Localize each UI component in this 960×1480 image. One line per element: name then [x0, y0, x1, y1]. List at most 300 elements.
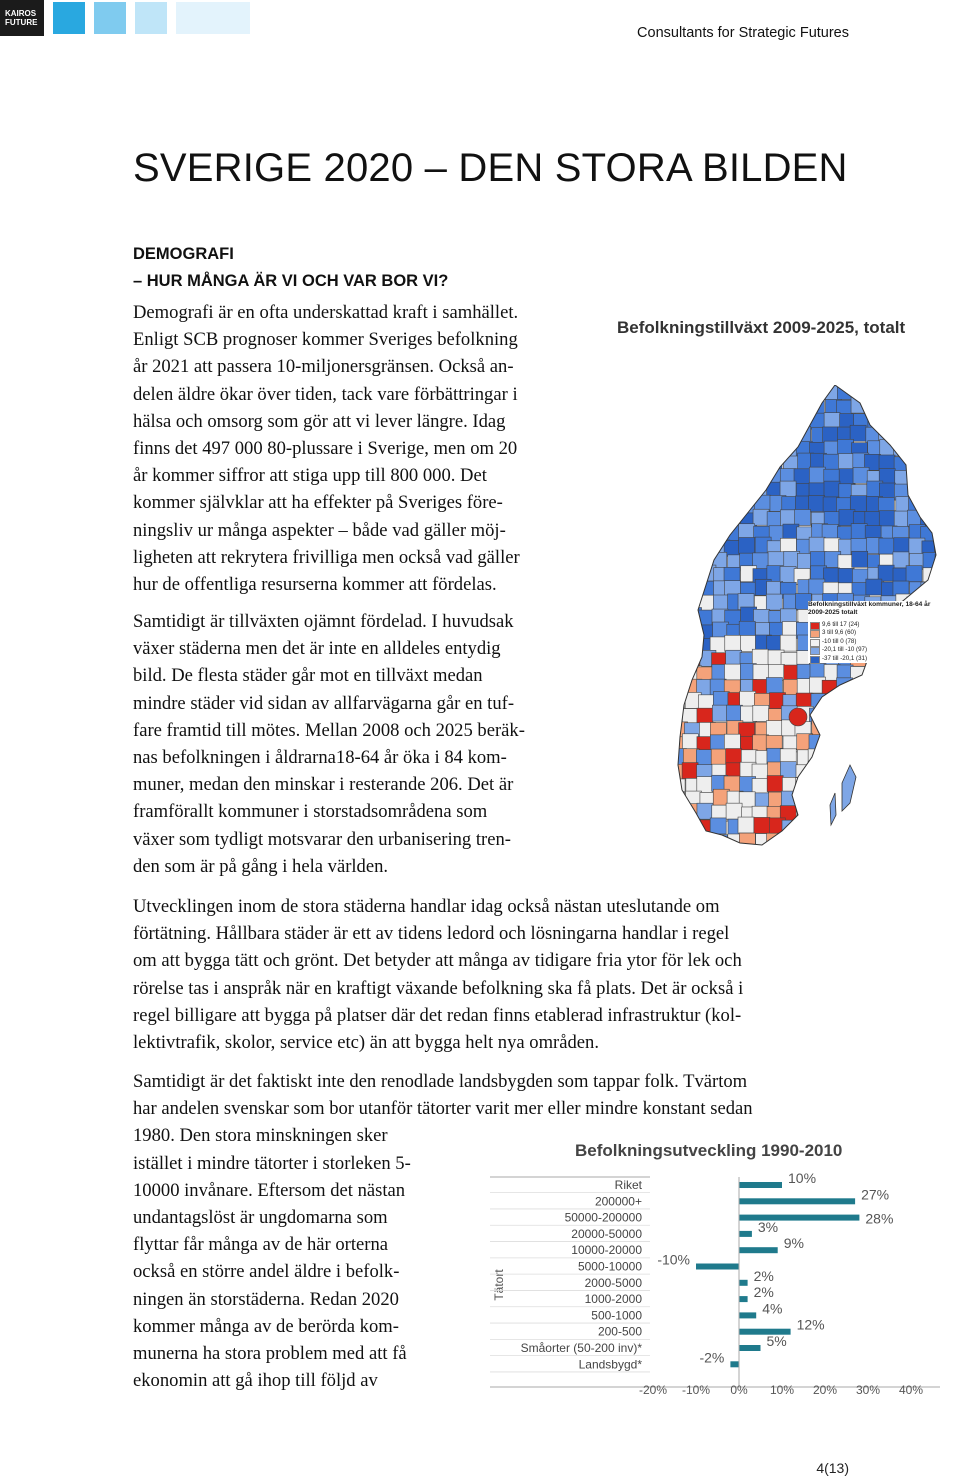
map-municipality: [949, 485, 960, 501]
map-municipality: [739, 455, 755, 471]
logo-line-2: FUTURE: [5, 18, 38, 27]
text-line: nas befolkningen i åldrarna18-64 år öka i 84 kom-: [133, 747, 507, 769]
map-municipality: [951, 791, 960, 807]
map-municipality: [850, 496, 866, 512]
map-municipality: [952, 678, 960, 694]
map-municipality: [937, 386, 953, 402]
map-municipality: [920, 510, 936, 526]
map-municipality: [895, 849, 911, 855]
map-municipality: [682, 734, 698, 750]
map-municipality: [727, 467, 743, 483]
map-municipality: [909, 496, 925, 512]
map-municipality: [836, 692, 852, 708]
map-municipality: [739, 415, 755, 431]
map-municipality: [712, 705, 728, 721]
map-municipality: [685, 580, 701, 596]
map-municipality: [951, 553, 960, 569]
map-municipality: [700, 385, 716, 401]
map-municipality: [852, 551, 868, 567]
map-municipality: [754, 495, 770, 511]
map-municipality: [894, 694, 910, 710]
map-municipality: [935, 428, 951, 444]
text-line: muner, medan den minskar i resterande 206. Det är: [133, 774, 514, 796]
map-municipality: [906, 692, 922, 708]
map-municipality: [879, 538, 895, 554]
category-label: Småorter (50-200 inv)*: [520, 1341, 642, 1355]
map-municipality: [823, 427, 839, 443]
map-municipality: [755, 440, 771, 456]
map-municipality: [671, 569, 687, 585]
text-line: fare framtid till mötes. Mellan 2008 och 2025 beräk-: [133, 719, 525, 741]
map-municipality: [949, 708, 960, 724]
map-municipality: [697, 777, 713, 793]
map-municipality: [909, 428, 925, 444]
map-hotspot: [789, 708, 807, 726]
map-municipality: [685, 511, 701, 527]
map-municipality: [878, 565, 894, 581]
map-municipality: [920, 680, 936, 696]
map-municipality: [893, 440, 909, 456]
map-municipality: [726, 705, 742, 721]
map-municipality: [712, 469, 728, 485]
text-line: Utvecklingen inom de stora städerna handlar idag också nästan uteslutande om: [133, 896, 720, 917]
bar: [739, 1231, 752, 1237]
map-municipality: [838, 832, 854, 848]
map-municipality: [809, 385, 825, 400]
map-municipality: [810, 552, 826, 568]
map-municipality: [808, 761, 824, 777]
text-line: 10000 invånare. Eftersom det nästan: [133, 1179, 406, 1201]
map-municipality: [697, 496, 713, 512]
map-municipality: [909, 723, 925, 739]
map-municipality: [685, 566, 701, 582]
header-square-2: [94, 2, 126, 34]
map-municipality: [907, 385, 923, 400]
map-municipality: [950, 733, 960, 749]
category-label: 200000+: [594, 1194, 642, 1209]
map-municipality: [726, 749, 742, 765]
map-municipality: [782, 834, 798, 850]
map-municipality: [671, 623, 687, 639]
map-municipality: [685, 499, 701, 515]
map-municipality: [697, 803, 713, 819]
map-municipality: [908, 665, 924, 681]
map-municipality: [822, 776, 838, 792]
map-municipality: [824, 413, 840, 429]
map-municipality: [935, 833, 951, 849]
text-line: kommer många av de berörda kom-: [133, 1315, 399, 1337]
map-municipality: [934, 495, 950, 511]
text-line: också en större andel äldre i befolk-: [133, 1261, 400, 1283]
map-municipality: [881, 817, 897, 833]
map-municipality: [951, 750, 960, 766]
legend-item: [808, 638, 958, 646]
map-municipality: [839, 510, 855, 526]
text-line: ningsliv ur många aspekter – både vad gäller möj-: [133, 519, 506, 541]
map-municipality: [924, 705, 940, 721]
map-municipality: [893, 397, 909, 413]
map-municipality: [686, 639, 702, 655]
map-municipality: [795, 832, 811, 848]
bar: [739, 1280, 748, 1286]
map-municipality: [922, 722, 938, 738]
text-line: rörelse tas i anspråk när en kraftigt växande befolkning ska få plats. Det är också i: [133, 977, 744, 999]
map-municipality: [823, 568, 839, 584]
map-municipality: [923, 482, 939, 498]
map-municipality: [840, 737, 856, 753]
category-group-label: Tätort: [492, 1269, 506, 1301]
text-line: förtätning. Hållbara städer är ett av tidens ledord och lösningarna handlar i regel: [133, 923, 730, 945]
map-municipality: [921, 763, 937, 779]
map-municipality: [879, 776, 895, 792]
section-heading: DEMOGRAFI: [133, 245, 234, 263]
map-municipality: [670, 482, 686, 498]
map-municipality: [937, 579, 953, 595]
map-municipality: [923, 552, 939, 568]
map-municipality: [938, 764, 954, 780]
map-municipality: [798, 818, 814, 834]
text-line: undantagslöst är ungdomarna som: [133, 1207, 388, 1229]
map-municipality: [937, 719, 953, 735]
map-municipality: [724, 664, 740, 680]
map-municipality: [895, 666, 911, 682]
map-municipality: [879, 511, 895, 527]
bar: [739, 1296, 748, 1302]
text-line: den som är på gång i hela världen.: [133, 855, 389, 877]
data-label: 27%: [861, 1186, 890, 1203]
map-municipality: [713, 400, 729, 416]
map-municipality: [671, 512, 687, 528]
map-municipality: [752, 846, 768, 855]
text-line: växer som tydligt motsvarar den urbanisering tren-: [133, 828, 511, 850]
map-municipality: [766, 678, 782, 694]
map-municipality: [949, 778, 960, 794]
map-municipality: [795, 791, 811, 807]
map-municipality: [951, 833, 960, 849]
map-municipality: [824, 708, 840, 724]
map-municipality: [865, 735, 881, 751]
data-label: 28%: [865, 1210, 894, 1227]
map-municipality: [710, 735, 726, 751]
legend-swatch: [810, 656, 820, 664]
map-municipality: [824, 849, 840, 855]
map-municipality: [780, 481, 796, 497]
map-municipality: [938, 847, 954, 855]
map-municipality: [697, 485, 713, 501]
map-municipality: [906, 835, 922, 851]
bar: [696, 1264, 739, 1270]
map-municipality: [753, 398, 769, 414]
map-municipality: [670, 608, 684, 624]
map-municipality: [738, 817, 754, 833]
data-label: 2%: [753, 1267, 774, 1284]
map-municipality: [686, 483, 702, 499]
map-municipality: [782, 387, 798, 403]
map-municipality: [850, 425, 866, 441]
map-municipality: [924, 791, 940, 807]
map-municipality: [672, 441, 688, 457]
map-municipality: [880, 789, 896, 805]
map-municipality: [893, 806, 909, 822]
text-line: finns det 497 000 80-plussare i Sverige, men om 20: [133, 438, 518, 460]
text-line: flyttar får många av de här orterna: [133, 1234, 389, 1256]
x-tick-label: 40%: [898, 1383, 924, 1397]
map-municipality: [697, 833, 713, 849]
map-municipality: [812, 846, 828, 855]
map-municipality: [671, 594, 687, 610]
text-line: delen äldre ökar över tiden, tack vare förbättringar i: [133, 383, 518, 405]
map-municipality: [934, 540, 950, 556]
map-municipality: [727, 481, 743, 497]
x-tick-label: -10%: [681, 1383, 711, 1397]
map-municipality: [937, 750, 953, 766]
map-municipality: [809, 579, 825, 595]
category-label: 500-1000: [591, 1308, 642, 1323]
category-label: 50000-200000: [564, 1210, 642, 1225]
map-municipality: [851, 680, 867, 696]
data-label: 10%: [788, 1170, 817, 1186]
map-municipality: [741, 399, 757, 415]
map-municipality: [880, 385, 896, 400]
map-municipality: [909, 761, 925, 777]
map-municipality: [697, 470, 713, 486]
map-municipality: [951, 568, 960, 584]
map-municipality: [712, 413, 728, 429]
map-municipality: [825, 832, 841, 848]
map-municipality: [879, 694, 895, 710]
map-municipality: [949, 385, 960, 401]
map-municipality: [949, 456, 960, 472]
map-municipality: [854, 820, 870, 836]
map-municipality: [683, 524, 699, 540]
map-municipality: [670, 385, 686, 399]
map-municipality: [812, 719, 828, 735]
map-municipality: [867, 847, 883, 855]
map-municipality: [769, 426, 785, 442]
map-municipality: [852, 847, 868, 855]
map-municipality: [892, 707, 908, 723]
legend-label: 9,6 till 17 (24): [822, 621, 860, 628]
map-municipality: [906, 399, 922, 415]
map-municipality: [951, 413, 960, 429]
map-municipality: [868, 748, 884, 764]
map-municipality: [851, 524, 867, 540]
map-municipality: [725, 440, 741, 456]
map-municipality: [670, 636, 685, 652]
category-label: 2000-5000: [584, 1275, 642, 1290]
map-municipality: [951, 693, 960, 709]
map-municipality: [839, 722, 855, 738]
map-municipality: [670, 471, 686, 487]
gotland-island: [842, 765, 856, 811]
header-brand: Consultants for Strategic Futures: [637, 25, 849, 41]
map-municipality: [868, 721, 884, 737]
map-municipality: [696, 750, 712, 766]
map-municipality: [780, 566, 796, 582]
map-municipality: [924, 442, 940, 458]
map-municipality: [922, 426, 938, 442]
legend-item: [808, 629, 958, 637]
map-municipality: [895, 678, 911, 694]
map-municipality: [937, 734, 953, 750]
map-municipality: [838, 439, 854, 455]
header-square-3: [135, 2, 167, 34]
map-municipality: [710, 818, 726, 834]
map-municipality: [854, 805, 870, 821]
chart-title: Befolkningsutveckling 1990-2010: [575, 1141, 843, 1160]
map-municipality: [867, 400, 883, 416]
text-line: Samtidigt är tillväxten ojämnt fördelad. I huvudsak: [133, 611, 514, 632]
text-line: bild. De flesta städer går mot en tillväxt medan: [133, 665, 483, 687]
text-line: Demografi är en ofta underskattad kraft i samhället.: [133, 302, 519, 323]
map-municipality: [950, 806, 960, 822]
map-municipality: [808, 778, 824, 794]
map-municipality: [696, 413, 712, 429]
map-municipality: [907, 681, 923, 697]
map-municipality: [851, 793, 867, 809]
map-municipality: [880, 678, 896, 694]
map-municipality: [936, 803, 952, 819]
map-municipality: [907, 453, 923, 469]
text-line: hälsa och omsorg som gör att vi lever längre. Idag: [133, 410, 506, 432]
map-municipality: [713, 484, 729, 500]
map-municipality: [951, 848, 960, 855]
map-municipality: [770, 847, 786, 855]
map-municipality: [906, 736, 922, 752]
map-municipality: [682, 763, 698, 779]
map-municipality: [921, 777, 937, 793]
map-municipality: [923, 734, 939, 750]
map-municipality: [920, 385, 936, 399]
text-line: Samtidigt är det faktiskt inte den renodlade landsbygden som tappar folk. Tvärtom: [133, 1071, 748, 1092]
map-municipality: [712, 443, 728, 459]
map-municipality: [670, 414, 685, 430]
map-municipality: [766, 721, 782, 737]
map-municipality: [809, 537, 825, 553]
map-municipality: [893, 735, 909, 751]
map-municipality: [824, 481, 840, 497]
map-municipality: [697, 610, 713, 626]
map-municipality: [881, 398, 897, 414]
map-municipality: [854, 737, 870, 753]
map-municipality: [670, 400, 686, 416]
map-municipality: [882, 664, 898, 680]
map-municipality: [921, 665, 937, 681]
map-municipality: [725, 425, 741, 441]
map-municipality: [724, 734, 740, 750]
map-municipality: [838, 454, 854, 470]
map-municipality: [949, 664, 960, 680]
map-municipality: [699, 426, 715, 442]
map-municipality: [766, 415, 782, 431]
map-municipality: [853, 692, 869, 708]
category-label: 10000-20000: [571, 1243, 642, 1258]
map-municipality: [839, 469, 855, 485]
map-municipality: [922, 819, 938, 835]
map-municipality: [811, 791, 827, 807]
map-municipality: [670, 695, 684, 711]
map-municipality: [713, 595, 729, 611]
map-municipality: [686, 833, 702, 849]
map-municipality: [739, 621, 755, 637]
data-label: 3%: [757, 1218, 779, 1235]
map-municipality: [808, 749, 824, 765]
map-municipality: [684, 398, 700, 414]
map-municipality: [920, 415, 936, 431]
map-municipality: [683, 427, 699, 443]
map-municipality: [907, 847, 923, 855]
legend-subtitle: 2009-2025 totalt: [808, 609, 858, 616]
map-municipality: [868, 385, 884, 400]
map-municipality: [670, 779, 685, 795]
map-municipality: [938, 789, 954, 805]
map-municipality: [712, 835, 728, 851]
map-municipality: [780, 635, 796, 651]
map-municipality: [740, 468, 756, 484]
data-label: -10%: [657, 1251, 690, 1268]
map-municipality: [685, 649, 701, 665]
map-municipality: [684, 552, 700, 568]
header-square-1: [53, 2, 85, 34]
x-tick-label: 30%: [855, 1383, 881, 1397]
map-title: Befolkningstillväxt 2009-2025, totalt: [617, 318, 906, 337]
map-municipality: [796, 778, 812, 794]
map-municipality: [823, 454, 839, 470]
paragraph-2: [133, 608, 525, 880]
map-municipality: [907, 790, 923, 806]
map-municipality: [725, 635, 741, 651]
map-municipality: [683, 847, 699, 855]
map-municipality: [739, 833, 755, 849]
map-municipality: [866, 667, 882, 683]
map-municipality: [937, 664, 953, 680]
map-municipality: [850, 747, 866, 763]
map-municipality: [852, 722, 868, 738]
map-municipality: [895, 791, 911, 807]
map-municipality: [921, 454, 937, 470]
map-municipality: [937, 413, 953, 429]
map-municipality: [879, 736, 895, 752]
map-municipality: [794, 413, 810, 429]
map-municipality: [894, 763, 910, 779]
map-municipality: [879, 750, 895, 766]
bar-chart: [470, 1165, 940, 1405]
map-municipality: [753, 509, 769, 525]
section-subheading: – HUR MÅNGA ÄR VI OCH VAR BOR VI?: [133, 272, 449, 290]
category-label: 200-500: [597, 1324, 642, 1339]
map-municipality: [865, 707, 881, 723]
map-municipality: [906, 566, 922, 582]
page-title: SVERIGE 2020 – DEN STORA BILDEN: [133, 146, 848, 190]
map-municipality: [936, 439, 952, 455]
map-municipality: [740, 691, 756, 707]
map-municipality: [699, 398, 715, 414]
map-municipality: [894, 749, 910, 765]
map-municipality: [672, 428, 688, 444]
bar: [739, 1312, 756, 1318]
map-municipality: [896, 413, 912, 429]
map-municipality: [727, 413, 743, 429]
map-municipality: [949, 513, 960, 529]
map-municipality: [780, 510, 796, 526]
map-municipality: [825, 736, 841, 752]
map-municipality: [838, 568, 854, 584]
map-municipality: [934, 398, 950, 414]
map-municipality: [697, 708, 713, 724]
legend-label: 3 till 9,6 (60): [822, 629, 857, 637]
category-label: 20000-50000: [571, 1226, 642, 1241]
map-municipality: [780, 412, 796, 428]
